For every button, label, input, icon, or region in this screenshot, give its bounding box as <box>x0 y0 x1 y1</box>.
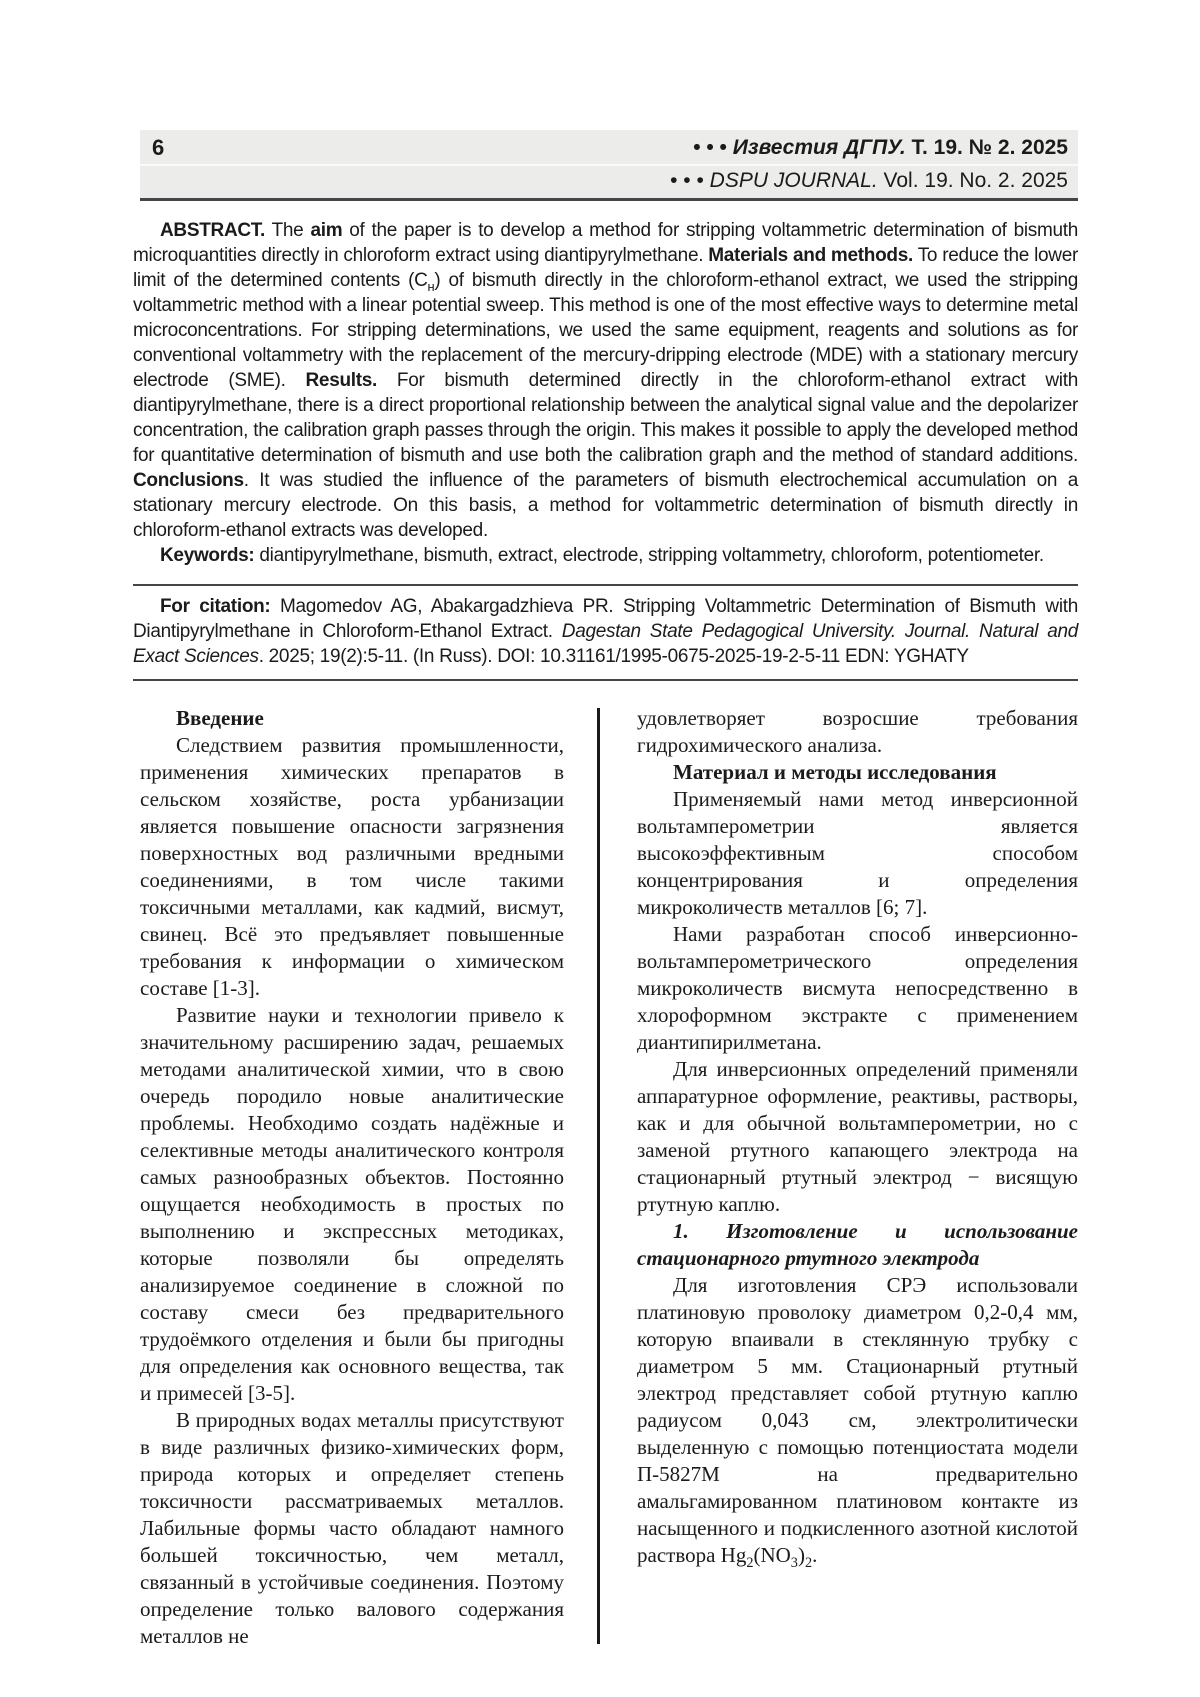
page-number: 6 <box>152 135 165 160</box>
header-row-en <box>140 166 1078 198</box>
journal-title-ru: • • • Известия ДГПУ. Т. 19. № 2. 2025 <box>693 136 1068 160</box>
citation-paragraph: For citation: Magomedov AG, Abakargadzhieva PR. Stripping Voltammetric Determination of Bismuth with Diantipyrylmethane in Chloroform-Ethanol Extract. Dagestan State Pedagogical University. Journal. Natural and Exact Sciences. 2025; 19(2):5-11. (In Russ). DOI: 10.31161/1995-0675-2025-19-2-5-11 EDN: YGHATY <box>133 595 1078 667</box>
column-divider <box>597 708 600 1644</box>
abstract-paragraph: ABSTRACT. The aim of the paper is to develop a method for stripping voltammetric determination of bismuth microquantities directly in chloroform extract using diantipyrylmethane. Materials and methods. To reduce the lower limit of the determined contents $(C_н)$ of bismuth directly in the chloroform-ethanol extract, we used the stripping voltammetric method with a linear potential sweep. This method is one of the most effective ways to determine metal microconcentrations. For stripping determinations, we used the same equipment, reagents and solutions as for conventional voltammetry with the replacement of the mercury-dripping electrode (MDE) with a stationary mercury electrode (SME). Results. For bismuth determined directly in the chloroform-ethanol extract with diantipyrylmethane, there is a direct proportional relationship between the analytical signal value and the depolarizer concentration, the calibration graph passes through the origin. This makes it possible to apply the developed method for quantitative determination of bismuth and use both the calibration graph and the method of standard additions. Conclusions. It was studied the influence of the parameters of bismuth electrochemical accumulation on a stationary mercury electrode. On this basis, a method for voltammetric determination of bismuth directly in chloroform-ethanol extracts was developed. <box>133 219 1079 541</box>
page-header-band <box>140 130 1078 201</box>
intro-paragraph-1: Следствием развития промышленности, применения химических препаратов в сельском хозяйстве, роста урбанизации является повышение опасности загрязнения поверхностных вод различными вредными соединениями, в том числе такими токсичными металлами, как кадмий, висмут, свинец. Всё это предъявляет повышенные требования к информации о химическом составе [1-3]. <box>140 732 564 1000</box>
journal-title-en: • • • DSPU JOURNAL. Vol. 19. No. 2. 2025 <box>670 168 1068 192</box>
methods-heading: Материал и методы исследования <box>673 759 997 784</box>
subsection-heading: 1. Изготовление и использование стационарного ртутного электрода <box>637 1218 1078 1270</box>
article-body-columns <box>133 705 1078 1650</box>
right-column <box>637 705 1078 1650</box>
continuation-paragraph: удовлетворяет возросшие требования гидрохимического анализа. <box>637 705 1078 757</box>
keywords-paragraph: Keywords: diantipyrylmethane, bismuth, extract, electrode, stripping voltammetry, chloroform, potentiometer. <box>160 544 1044 566</box>
intro-paragraph-2: Развитие науки и технологии привело к значительному расширению задач, решаемых методами аналитической химии, что в свою очередь породило новые аналитические проблемы. Необходимо создать надёжные и селективные методы аналитического контроля самых разнообразных объектов. Постоянно ощущается необходимость в простых по выполнению и экспрессных методиках, которые позволяли бы определять анализируемое соединение в сложной по составу смеси без предварительного трудоёмкого отделения и были бы пригодны для определения как основного вещества, так и примесей [3-5]. <box>140 1002 564 1405</box>
citation-block <box>133 584 1078 681</box>
methods-paragraph-3: Для инверсионных определений применяли аппаратурное оформление, реактивы, растворы, как и для обычной вольтамперометрии, но с заменой ртутного капающего электрода на стационарный ртутный электрод − висящую ртутную каплю. <box>637 1056 1078 1216</box>
methods-paragraph-1: Применяемый нами метод инверсионной вольтамперометрии является высокоэффективным способом концентрирования и определения микроколичеств металлов [6; 7]. <box>637 786 1078 919</box>
left-column <box>140 705 564 1650</box>
intro-heading: Введение <box>176 705 264 730</box>
methods-paragraph-2: Нами разработан способ инверсионно-вольтамперометрического определения микроколичеств висмута непосредственно в хлороформном экстракте с применением диантипирилметана. <box>637 921 1078 1054</box>
page-content <box>133 130 1078 1650</box>
electrode-paragraph: Для изготовления СРЭ использовали платиновую проволоку диаметром 0,2-0,4 мм, которую впаивали в стеклянную трубку с диаметром 5 мм. Стационарный ртутный электрод представляет собой ртутную каплю радиусом 0,043 см, электролитически выделенную с помощью потенциостата модели П-5827М на предварительно амальгамированном платиновом контакте из насыщенного и подкисленного азотной кислотой раствора $Hg_2(NO_3)_2$. <box>637 1272 1078 1571</box>
header-row-ru <box>140 130 1078 166</box>
intro-paragraph-3: В природных водах металлы присутствуют в виде различных физико-химических форм, природа которых и определяет степень токсичности рассматриваемых металлов. Лабильные формы часто обладают намного большей токсичностью, чем металл, связанный в устойчивые соединения. Поэтому определение только валового содержания металлов не <box>140 1407 564 1648</box>
